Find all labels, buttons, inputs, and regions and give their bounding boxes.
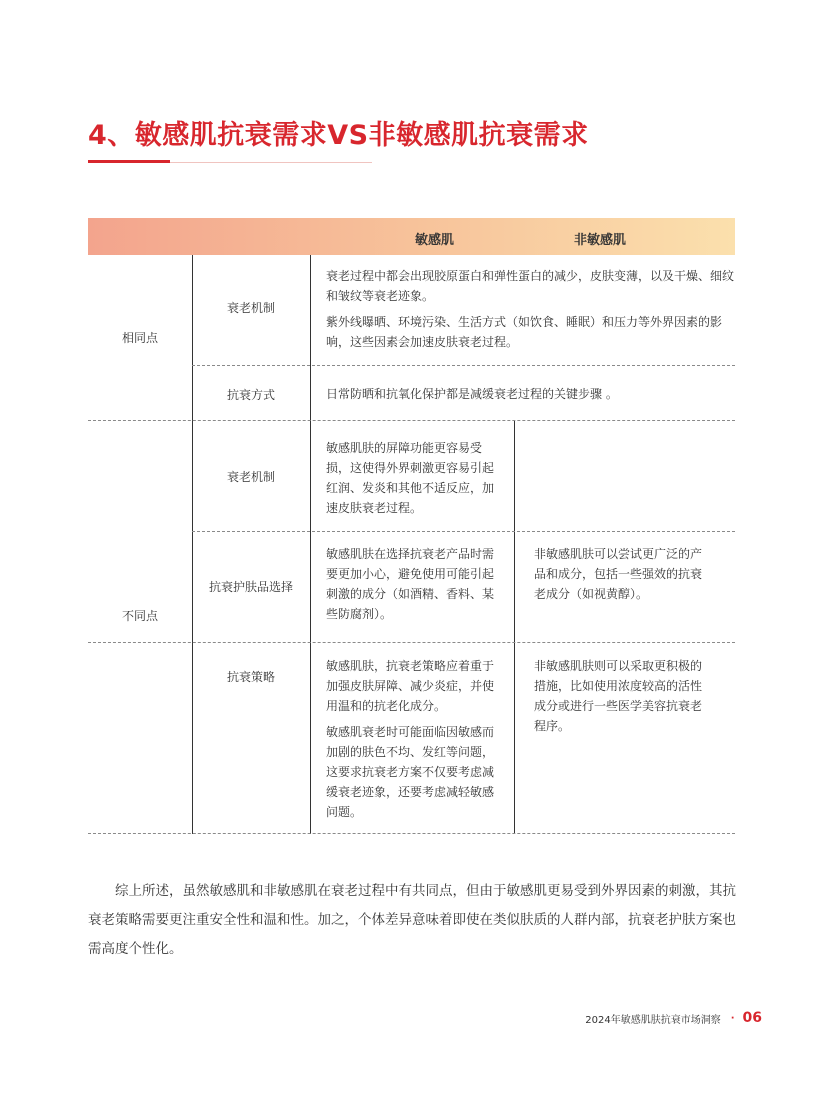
header-non-sensitive: 非敏感肌: [574, 233, 627, 248]
separator-dot-icon: ·: [730, 1012, 735, 1024]
row-label-mechanism: 衰老机制: [226, 301, 275, 315]
row-separator: [88, 642, 735, 643]
row-label-mechanism: 衰老机制: [226, 470, 275, 484]
group-label-same: 相同点: [121, 331, 158, 345]
divider-label-right: [310, 255, 311, 420]
cell-diff-strategy-sensitive: [326, 656, 504, 828]
title-underline-accent: [88, 160, 170, 163]
group-label-different: 不同点: [121, 609, 158, 623]
row-separator: [192, 531, 735, 532]
report-title: 2024年敏感肌肤抗衰市场洞察: [585, 1014, 721, 1026]
divider-label-right: [310, 420, 311, 834]
cell-diff-products-sensitive: 敏感肌肤在选择抗衰老产品时需要更加小心，避免使用可能引起刺激的成分（如酒精、香料、某些防腐剂）。: [326, 547, 495, 621]
row-label-method: 抗衰方式: [226, 388, 275, 402]
table-bottom-border: [88, 833, 735, 834]
page-title: 4、敏感肌抗衰需求VS非敏感肌抗衰需求: [88, 120, 589, 151]
group-separator: [88, 420, 735, 421]
divider-column-middle: [514, 420, 515, 834]
header-sensitive: 敏感肌: [415, 233, 455, 248]
cell-text: 敏感肌肤，抗衰老策略应着重于加强皮肤屏障、减少炎症，并使用温和的抗老化成分。: [326, 659, 495, 713]
table-header: [88, 218, 735, 255]
row-label-strategy: 抗衰策略: [226, 670, 275, 684]
cell-same-mechanism: [326, 266, 734, 358]
cell-same-method: 日常防晒和抗氧化保护都是减缓衰老过程的关键步骤 。: [326, 387, 618, 401]
page-footer: [585, 1010, 762, 1026]
cell-text: 敏感肌衰老时可能面临因敏感而加剧的肤色不均、发红等问题，这要求抗衰老方案不仅要考虑减缓衰老迹象，还要考虑减轻敏感问题。: [326, 725, 495, 819]
page-number: 06: [742, 1010, 762, 1026]
cell-diff-products-non-sensitive: 非敏感肌肤可以尝试更广泛的产品和成分，包括一些强效的抗衰老成分（如视黄醇）。: [534, 547, 703, 601]
row-label-products: 抗衰护肤品选择: [208, 580, 293, 594]
cell-text: 衰老过程中都会出现胶原蛋白和弹性蛋白的减少，皮肤变薄，以及干燥、细纹和皱纹等衰老迹象。: [326, 269, 735, 303]
summary-paragraph: 综上所述，虽然敏感肌和非敏感肌在衰老过程中有共同点，但由于敏感肌更易受到外界因素的刺激，其抗衰老策略需要更注重安全性和温和性。加之，个体差异意味着即使在类似肤质的人群内部，抗衰老护肤方案也需高度个性化。: [88, 883, 736, 957]
cell-diff-mechanism-sensitive: 敏感肌肤的屏障功能更容易受损，这使得外界刺激更容易引起红润、发炎和其他不适反应，加速皮肤衰老过程。: [326, 441, 495, 515]
cell-diff-strategy-non-sensitive: 非敏感肌肤则可以采取更积极的措施，比如使用浓度较高的活性成分或进行一些医学美容抗衰老程序。: [534, 659, 703, 733]
cell-text: 紫外线曝晒、环境污染、生活方式（如饮食、睡眠）和压力等外界因素的影响，这些因素会加速皮肤衰老过程。: [326, 315, 723, 349]
row-separator: [192, 365, 735, 366]
